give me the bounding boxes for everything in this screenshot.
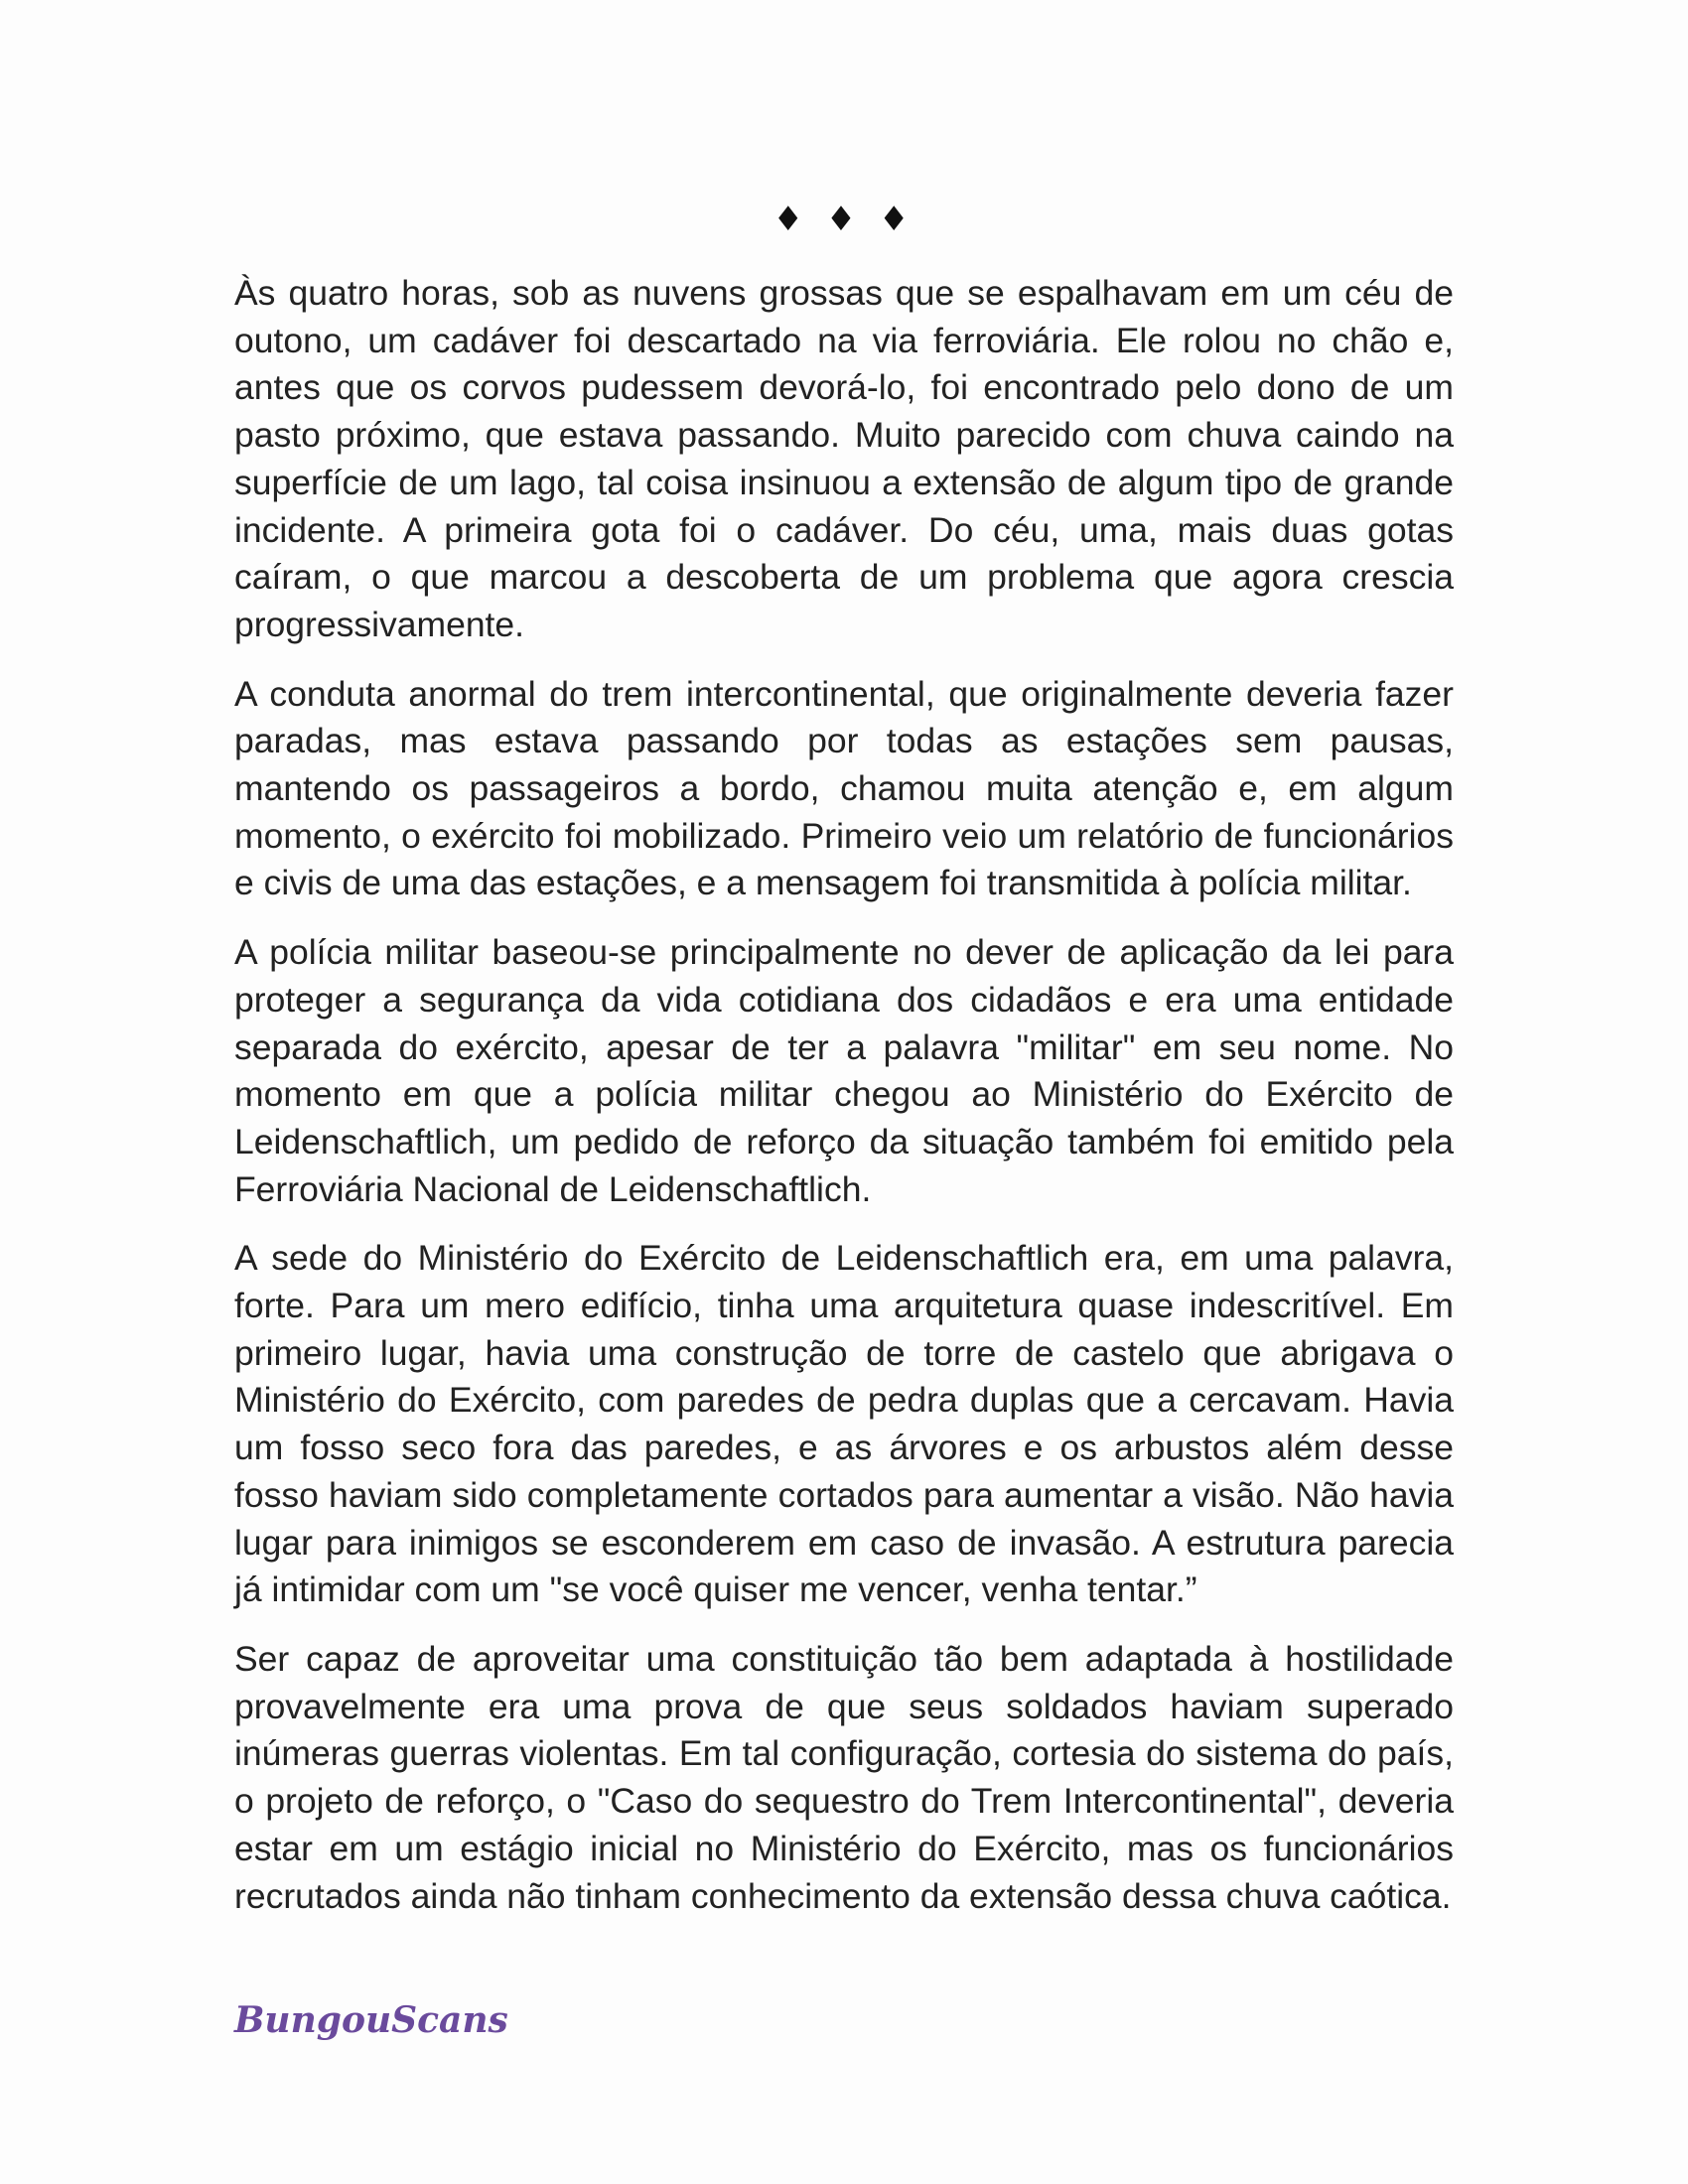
paragraph-2: A conduta anormal do trem intercontinental, que originalmente deveria fazer paradas, mas estava passando por todas as estações sem pausas, mantendo os passageiros a bordo, chamou muita atenção e, em algum momento, o exército foi mobilizado. Primeiro veio um relatório de funcionários e civis de uma das estações, e a mensagem foi transmitida à polícia militar. — [234, 673, 1454, 903]
paragraph-1: Às quatro horas, sob as nuvens grossas que se espalhavam em um céu de outono, um cadáver foi descartado na via ferroviária. Ele rolou no chão e, antes que os corvos pudessem devorá-lo, foi encontrado pelo dono de um pasto próximo, que estava passando. Muito parecido com chuva caindo na superfície de um lago, tal coisa insinuou a extensão de algum tipo de grande incidente. A primeira gota foi o cadáver. Do céu, uma, mais duas gotas caíram, o que marcou a descoberta de um problema que agora crescia progressivamente. — [234, 273, 1454, 644]
body-text — [234, 270, 1454, 1942]
paragraph-4: A sede do Ministério do Exército de Leidenschaftlich era, em uma palavra, forte. Para um mero edifício, tinha uma arquitetura quase indescritível. Em primeiro lugar, havia uma construção de torre de castelo que abrigava o Ministério do Exército, com paredes de pedra duplas que a cercavam. Havia um fosso seco fora das paredes, e as árvores e os arbustos além desse fosso haviam sido completamente cortados para aumentar a visão. Não havia lugar para inimigos se esconderem em caso de invasão. A estrutura parecia já intimidar com um "se você quiser me vencer, venha tentar.” — [234, 1238, 1454, 1610]
paragraph-3: A polícia militar baseou-se principalmente no dever de aplicação da lei para proteger a segurança da vida cotidiana dos cidadãos e era uma entidade separada do exército, apesar de ter a palavra "militar" em seu nome. No momento em que a polícia militar chegou ao Ministério do Exército de Leidenschaftlich, um pedido de reforço da situação também foi emitido pela Ferroviária Nacional de Leidenschaftlich. — [234, 932, 1454, 1209]
paragraph-5: Ser capaz de aproveitar uma constituição tão bem adaptada à hostilidade provavelmente era uma prova de que seus soldados haviam superado inúmeras guerras violentas. Em tal configuração, cortesia do sistema do país, o projeto de reforço, o "Caso do sequestro do Trem Intercontinental", deveria estar em um estágio inicial no Ministério do Exército, mas os funcionários recrutados ainda não tinham conhecimento da extensão dessa chuva caótica. — [234, 1638, 1454, 1916]
section-separator: ♦ ♦ ♦ — [773, 200, 915, 239]
scanlation-watermark: BungouScans — [234, 1999, 508, 2041]
